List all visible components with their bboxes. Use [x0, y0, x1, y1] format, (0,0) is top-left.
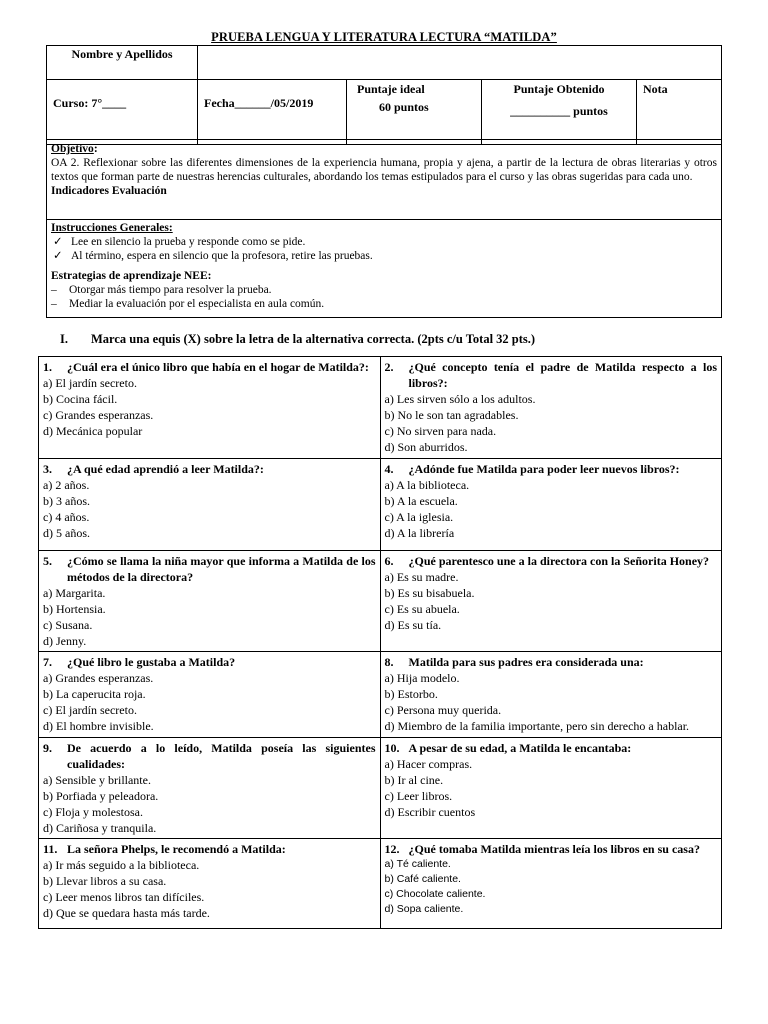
- question-cell: [380, 839, 722, 929]
- answer-option[interactable]: d) Cariñosa y tranquila.: [43, 821, 157, 835]
- question-cell: [39, 839, 381, 929]
- answer-option[interactable]: d) El hombre invisible.: [43, 719, 154, 733]
- answer-option[interactable]: d) Es su tía.: [384, 618, 442, 632]
- name-field[interactable]: [198, 46, 722, 80]
- answer-option[interactable]: c) Floja y molestosa.: [43, 805, 143, 819]
- nota-cell[interactable]: [637, 80, 722, 145]
- answer-option[interactable]: a) Margarita.: [43, 586, 106, 600]
- answer-option[interactable]: a) Ir más seguido a la biblioteca.: [43, 858, 200, 872]
- question-row: [39, 357, 722, 459]
- answer-option[interactable]: d) 5 años.: [43, 526, 90, 540]
- question-cell: [39, 652, 381, 738]
- fecha-field[interactable]: Fecha______/05/2019: [198, 80, 347, 145]
- answer-option[interactable]: c) A la iglesia.: [384, 510, 454, 524]
- answer-option[interactable]: d) Que se quedara hasta más tarde.: [43, 906, 210, 920]
- instruction-item: [51, 235, 717, 249]
- instruction-text: Lee en silencio la prueba y responde como se pide.: [71, 236, 306, 248]
- strategy-text: Otorgar más tiempo para resolver la prueba.: [69, 284, 272, 296]
- objective-text: OA 2. Reflexionar sobre las diferentes dimensiones de la experiencia humana, propia y ajena, a partir de la lectura de obras literarias y otros textos que forman parte de nuestras herencias culturales, abordando los temas estipulados para el curso y las obras sugeridas para cada uno.: [51, 157, 717, 183]
- objective-heading-colon: :: [93, 143, 98, 155]
- dash-icon: –: [51, 298, 57, 310]
- question-number: 11.: [43, 842, 58, 856]
- answer-option[interactable]: c) El jardín secreto.: [43, 703, 137, 717]
- instructions-heading: Instrucciones Generales:: [51, 222, 173, 234]
- question-text: [43, 654, 376, 670]
- answer-option[interactable]: b) Hortensia.: [43, 602, 106, 616]
- question-number: 3.: [43, 462, 52, 476]
- answer-option[interactable]: b) Cocina fácil.: [43, 392, 118, 406]
- puntaje-ideal-cell: [347, 80, 482, 145]
- question-prompt: ¿A qué edad aprendió a leer Matilda?:: [67, 462, 264, 476]
- puntaje-obtenido-cell[interactable]: [482, 80, 637, 145]
- section-text: Marca una equis (X) sobre la letra de la alternativa correcta. (2pts c/u Total 32 pts.): [91, 332, 536, 346]
- question-cell: [39, 459, 381, 551]
- section-number: I.: [60, 332, 68, 346]
- question-prompt: ¿Adónde fue Matilda para poder leer nuevos libros?:: [408, 462, 680, 476]
- question-prompt: ¿Qué tomaba Matilda mientras leía los libros en su casa?: [408, 842, 700, 856]
- question-prompt: De acuerdo a lo leído, Matilda poseía las siguientes cualidades:: [67, 741, 376, 771]
- answer-option[interactable]: a) Grandes esperanzas.: [43, 671, 154, 685]
- question-row: [39, 738, 722, 839]
- question-text: [43, 841, 376, 857]
- instruction-item: [51, 249, 717, 263]
- strategy-text: Mediar la evaluación por el especialista en aula común.: [69, 298, 325, 310]
- instructions-section: [47, 220, 721, 317]
- answer-option[interactable]: c) Es su abuela.: [384, 602, 460, 616]
- answer-option[interactable]: d) Jenny.: [43, 634, 87, 648]
- answer-option[interactable]: d) Mecánica popular: [43, 424, 143, 438]
- answer-option[interactable]: b) A la escuela.: [384, 494, 458, 508]
- dash-icon: –: [51, 284, 57, 296]
- page-title: PRUEBA LENGUA Y LITERATURA LECTURA “MATILDA”: [211, 30, 557, 44]
- question-prompt: ¿Qué concepto tenía el padre de Matilda respecto a los libros?:: [408, 360, 717, 390]
- nota-label: Nota: [643, 82, 668, 96]
- question-cell: [380, 357, 722, 459]
- answer-option[interactable]: a) El jardín secreto.: [43, 376, 137, 390]
- objective-box: [46, 139, 722, 318]
- question-number: 8.: [384, 655, 394, 669]
- question-row: [39, 652, 722, 738]
- question-cell: [380, 738, 722, 839]
- answer-option[interactable]: b) Café caliente.: [384, 873, 461, 885]
- question-cell: [380, 551, 722, 652]
- question-text: [43, 740, 376, 772]
- answer-option[interactable]: b) Llevar libros a su casa.: [43, 874, 167, 888]
- answer-option[interactable]: c) Susana.: [43, 618, 93, 632]
- question-text: [43, 461, 376, 477]
- puntaje-ideal-value: 60 puntos: [379, 100, 429, 114]
- question-text: [385, 359, 718, 391]
- question-text: [43, 553, 376, 585]
- answer-option[interactable]: b) Estorbo.: [384, 687, 438, 701]
- question-prompt: A pesar de su edad, a Matilda le encantaba:: [408, 741, 632, 755]
- question-cell: [39, 357, 381, 459]
- question-cell: [380, 459, 722, 551]
- question-prompt: ¿Qué parentesco une a la directora con la Señorita Honey?: [408, 554, 710, 568]
- answer-option[interactable]: b) Ir al cine.: [384, 773, 444, 787]
- question-text: [385, 841, 718, 857]
- answer-option[interactable]: d) Sopa caliente.: [384, 903, 464, 915]
- question-row: [39, 839, 722, 929]
- section-instruction: [60, 332, 535, 347]
- answer-option[interactable]: a) Té caliente.: [384, 858, 451, 870]
- checkmark-icon: ✓: [53, 250, 63, 262]
- question-prompt: ¿Cuál era el único libro que había en el hogar de Matilda?:: [67, 360, 369, 374]
- question-text: [385, 553, 718, 569]
- checkmark-icon: ✓: [53, 236, 63, 248]
- answer-option[interactable]: d) Miembro de la familia importante, pero sin derecho a hablar.: [384, 719, 690, 733]
- question-cell: [380, 652, 722, 738]
- curso-field[interactable]: Curso: 7°____: [47, 80, 198, 145]
- answer-option[interactable]: c) Grandes esperanzas.: [43, 408, 154, 422]
- question-number: 5.: [43, 554, 52, 568]
- name-label: Nombre y Apellidos: [47, 46, 198, 80]
- puntaje-obtenido-value: __________ puntos: [510, 104, 608, 118]
- questions-table: [38, 356, 722, 929]
- answer-option[interactable]: a) Hija modelo.: [384, 671, 460, 685]
- answer-option[interactable]: c) Leer libros.: [384, 789, 453, 803]
- question-number: 12.: [384, 842, 400, 856]
- question-cell: [39, 551, 381, 652]
- answer-option[interactable]: c) Chocolate caliente.: [384, 888, 486, 900]
- question-row: [39, 459, 722, 551]
- answer-option[interactable]: c) No sirven para nada.: [384, 424, 497, 438]
- strategy-item: [51, 297, 717, 311]
- question-row: [39, 551, 722, 652]
- answer-option[interactable]: d) Escribir cuentos: [384, 805, 476, 819]
- question-number: 2.: [384, 360, 394, 374]
- question-number: 4.: [384, 462, 394, 476]
- question-text: [385, 461, 718, 477]
- student-info-table: [46, 45, 722, 145]
- answer-option[interactable]: c) Persona muy querida.: [384, 703, 502, 717]
- question-prompt: Matilda para sus padres era considerada una:: [408, 655, 644, 669]
- question-text: [43, 359, 376, 375]
- question-text: [385, 740, 718, 756]
- question-number: 10.: [384, 741, 400, 755]
- question-number: 9.: [43, 741, 52, 755]
- puntaje-ideal-label: Puntaje ideal: [357, 82, 425, 96]
- instruction-text: Al término, espera en silencio que la profesora, retire las pruebas.: [71, 250, 373, 262]
- strategy-item: [51, 283, 717, 297]
- answer-option[interactable]: a) Es su madre.: [384, 570, 459, 584]
- answer-option[interactable]: d) A la librería: [384, 526, 455, 540]
- strategies-heading: Estrategias de aprendizaje NEE:: [51, 270, 212, 282]
- answer-option[interactable]: b) Porfiada y peleadora.: [43, 789, 159, 803]
- answer-option[interactable]: a) Les sirven sólo a los adultos.: [384, 392, 536, 406]
- question-prompt: ¿Cómo se llama la niña mayor que informa a Matilda de los métodos de la directora?: [67, 554, 376, 584]
- objective-heading: Objetivo: [51, 143, 94, 155]
- answer-option[interactable]: b) No le son tan agradables.: [384, 408, 519, 422]
- question-number: 7.: [43, 655, 52, 669]
- question-number: 1.: [43, 360, 52, 374]
- answer-option[interactable]: a) Sensible y brillante.: [43, 773, 151, 787]
- answer-option[interactable]: a) A la biblioteca.: [384, 478, 470, 492]
- question-prompt: ¿Qué libro le gustaba a Matilda?: [67, 655, 236, 669]
- question-cell: [39, 738, 381, 839]
- answer-option[interactable]: b) Es su bisabuela.: [384, 586, 475, 600]
- answer-option[interactable]: d) Son aburridos.: [384, 440, 468, 454]
- answer-option[interactable]: b) 3 años.: [43, 494, 90, 508]
- answer-option[interactable]: c) 4 años.: [43, 510, 90, 524]
- indicators-heading: Indicadores Evaluación: [51, 185, 167, 197]
- question-text: [385, 654, 718, 670]
- answer-option[interactable]: a) 2 años.: [43, 478, 90, 492]
- answer-option[interactable]: c) Leer menos libros tan difíciles.: [43, 890, 205, 904]
- puntaje-obtenido-label: Puntaje Obtenido: [513, 82, 605, 96]
- answer-option[interactable]: b) La caperucita roja.: [43, 687, 146, 701]
- objective-section: [47, 140, 721, 220]
- answer-option[interactable]: a) Hacer compras.: [384, 757, 473, 771]
- question-number: 6.: [384, 554, 394, 568]
- question-prompt: La señora Phelps, le recomendó a Matilda:: [67, 842, 286, 856]
